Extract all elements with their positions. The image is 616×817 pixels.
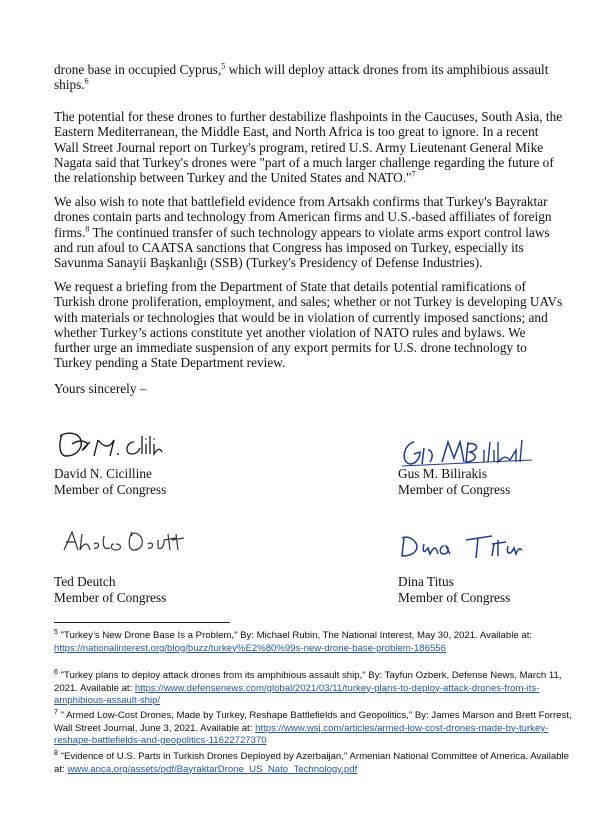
signer-title: Member of Congress (54, 589, 167, 605)
signer-name: David N. Cicilline (54, 466, 152, 481)
signature-titus (396, 530, 526, 562)
paragraph-3 (54, 194, 564, 270)
signer-name: Ted Deutch (54, 574, 116, 589)
paragraph-text: which will deploy attack drones from its amphibious assault ships. (54, 62, 549, 93)
footnote-text: "Turkey plans to deploy attack drones from its amphibious assault ship," By: Tayfun Ozberk, Defense News, March 11, 2021. Available at: (54, 670, 562, 694)
closing-line: Yours sincerely – (54, 381, 147, 396)
paragraph-text: drone base in occupied Cyprus, (54, 62, 222, 77)
signature-deutch (58, 526, 188, 556)
footnote-ref: 7 (411, 169, 416, 179)
paragraph-text: The continued transfer of such technology appears to violate arms export control laws and run afoul to CAATSA sanctions that Congress has imposed on Turkey, especially its Savunma Sanayii Başkanlığı (SSB) (Turkey's Presidency of Defense Industries). (54, 224, 550, 271)
footnote-number: 8 (54, 749, 58, 757)
footnote-number: 5 (54, 628, 58, 636)
footnote-divider (54, 622, 230, 623)
paragraph-text: The potential for these drones to further destabilize flashpoints in the Caucuses, South Asia, the Eastern Mediterranean, the Middle East, and North Africa is too great to ignore. In a recent Wall Street Journal report on Turkey's program, retired U.S. Army Lieutenant General Mike Nagata said that Turkey's drones were "part of a much larger challenge regarding the future of the relationship between Turkey and the United States and NATO." (54, 109, 563, 186)
signer-block-deutch (54, 574, 254, 605)
footnote-5 (54, 630, 574, 655)
signer-name: Gus M. Bilirakis (398, 466, 488, 481)
paragraph-text: We also wish to note that battlefield evidence from Artsakh confirms that Turkey's Bayraktar drones contain parts and technology from American firms and U.S.-based affiliates of foreign firms. (54, 194, 552, 240)
footnote-link[interactable]: https://nationalinterest.org/blog/buzz/turkey%E2%80%99s-new-drone-base-problem-186556 (54, 642, 446, 654)
footnote-link[interactable]: www.anca.org/assets/pdf/BayraktarDrone_US_Nato_Technology.pdf (67, 763, 358, 775)
footnote-number: 7 (54, 708, 58, 716)
signature-bilirakis (398, 436, 538, 470)
signer-title: Member of Congress (54, 481, 167, 497)
footnote-ref: 5 (221, 61, 226, 71)
signature-cicilline (54, 426, 194, 462)
footnote-6 (54, 670, 574, 708)
footnote-8 (54, 751, 574, 776)
signer-block-bilirakis (398, 466, 598, 497)
footnote-ref: 6 (84, 76, 89, 86)
paragraph-2 (54, 109, 564, 185)
footnote-7 (54, 710, 574, 748)
signer-block-titus (398, 574, 598, 605)
footnote-text: " Armed Low-Cost Drones, Made by Turkey, Reshape Battlefields and Geopolitics," By: James Marson and Brett Forrest, Wall Street Journal, June 3, 2021. Available at: (54, 710, 572, 734)
footnote-link[interactable]: https://www.defensenews.com/global/2021/03/11/turkey-plans-to-deploy-attack-drones-from-its-amphibious-assault-ship/ (54, 682, 540, 706)
footnote-number: 6 (54, 668, 58, 676)
signer-title: Member of Congress (398, 481, 511, 497)
paragraph-4: We request a briefing from the Department of State that details potential ramifications of Turkish drone proliferation, employment, and sales; whether or not Turkey is developing UAVs with materials or technologies that would be in violation of currently imposed sanctions; and whether Turkey’s actions constitute yet another violation of NATO rules and bylaws. We further urge an immediate suspension of any export permits for U.S. drone technology to Turkey pending a State Department review. (54, 279, 563, 371)
footnote-ref: 8 (85, 224, 90, 234)
signer-name: Dina Titus (398, 574, 454, 589)
footnote-link[interactable]: https://www.wsj.com/articles/armed-low-cost-drones-made-by-turkey-reshape-battlefields-and-geopolitics-11622727370 (54, 722, 549, 746)
signer-title: Member of Congress (398, 589, 511, 605)
footnote-text: "Turkey’s New Drone Base Is a Problem," By: Michael Rubin, The National Interest, May 30, 2021. Available at: (57, 630, 533, 641)
signer-block-cicilline (54, 466, 254, 497)
paragraph-1 (54, 62, 564, 93)
footnote-text: "Evidence of U.S. Parts in Turkish Drones Deployed by Azerbaijan," Armenian National Committee of America. Available at: (54, 751, 569, 775)
